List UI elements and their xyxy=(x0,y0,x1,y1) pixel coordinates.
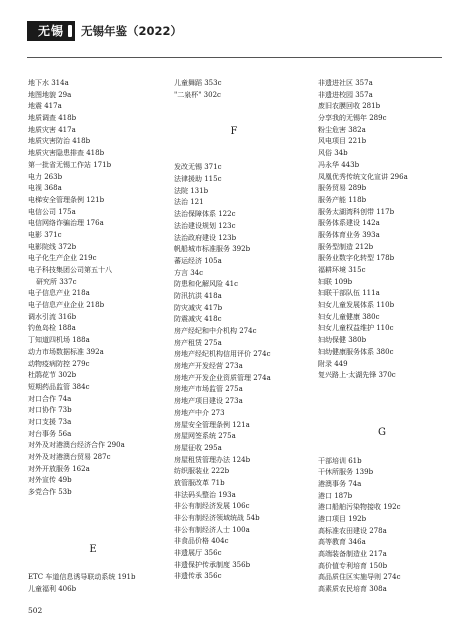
index-entry: 发改无锡 371c xyxy=(174,163,222,172)
index-entry: 高端装备制造业 217a xyxy=(318,550,387,559)
yearbook-logo xyxy=(27,21,75,41)
index-entry: 凤凰优秀传统文化宣讲 296a xyxy=(318,172,408,181)
index-entry: 纺织服装业 222b xyxy=(174,467,230,476)
index-entry: 丁知道四机场 188a xyxy=(28,336,90,345)
index-entry: 房地产经纪机构信用评价 274c xyxy=(174,350,271,359)
index-entry: 非遗传承 356c xyxy=(174,572,222,581)
index-entry: 法律援助 115c xyxy=(174,175,222,184)
index-entry: 动物疫病防控 279c xyxy=(28,359,90,368)
index-entry: 法治建设规划 123c xyxy=(174,221,236,230)
index-entry: 防震减灾 418c xyxy=(174,315,222,324)
index-entry: 房屋安全管理条例 121a xyxy=(174,420,250,429)
index-entry: 房地产项目建设 273a xyxy=(174,397,243,406)
section-letter-f: F xyxy=(230,126,238,138)
index-entry: 蕃运经济 105a xyxy=(174,256,222,265)
index-entry: 房产租赁 275a xyxy=(174,338,222,347)
index-entry: 妇幼健康服务体系 380c xyxy=(318,347,394,356)
index-entry: 风俗 34b xyxy=(318,149,348,158)
index-entry: 电影 371c xyxy=(28,230,62,239)
index-entry: 非公有制经济人士 100a xyxy=(174,525,250,534)
index-entry: 地图地貌 29a xyxy=(28,90,72,99)
index-column-2 xyxy=(174,78,294,583)
index-entry: 干休所服务 139b xyxy=(318,468,374,477)
index-entry: 电力 263b xyxy=(28,172,63,181)
index-column-3 xyxy=(318,78,446,596)
index-entry: 高素质农民培育 308a xyxy=(318,585,387,594)
index-entry: 房屋征收 295a xyxy=(174,443,222,452)
index-entry: 高品质住区实施导则 274c xyxy=(318,573,401,582)
index-entry: 妇女儿童权益维护 110c xyxy=(318,324,394,333)
index-entry: 非遗进社区 357a xyxy=(318,79,373,87)
index-entry: 冯永华 443b xyxy=(318,160,360,169)
index-entry: 调水引流 316b xyxy=(28,312,77,321)
index-entry: 服务体育业务 393a xyxy=(318,230,380,239)
index-entry: 非遗展厅 356c xyxy=(174,549,222,558)
index-entry: 对外宣传 49b xyxy=(28,476,72,485)
index-entry: 对口合作 74a xyxy=(28,394,72,403)
index-entry: 复兴路上·太湖先锋 370c xyxy=(318,371,396,380)
index-entry: 妇联 109b xyxy=(318,277,353,286)
index-entry: 电视 368a xyxy=(28,184,62,193)
index-entry: 对外开放服务 162a xyxy=(28,464,90,473)
index-entry: 房地产中介 273 xyxy=(174,408,225,417)
index-entry: 法治 121 xyxy=(174,198,204,207)
index-entry: 港口船舶污染物接收 192c xyxy=(318,503,401,512)
index-entry: 房产经纪和中介机构 274c xyxy=(174,327,257,335)
index-entry: 电子信息产业 218a xyxy=(28,289,90,298)
index-entry: 钓鱼岛检 188a xyxy=(28,324,76,333)
index-entry: 动力市场数据标准 392a xyxy=(28,347,104,356)
index-entry: 非公有制经济发展 106c xyxy=(174,502,250,511)
index-entry: 法治政府建设 123b xyxy=(174,233,237,242)
index-entry: 妇女儿童发展体系 110b xyxy=(318,301,395,310)
index-entry: 妇幼保健 380b xyxy=(318,336,367,345)
index-entry: 干部培训 61b xyxy=(318,456,362,465)
page-number: 502 xyxy=(28,606,43,615)
logo-mark-icon xyxy=(68,25,72,37)
index-entry: 服务产能 118b xyxy=(318,195,367,204)
index-entry: 粉尘危害 382a xyxy=(318,125,366,134)
index-entry: "二泉杯" 302c xyxy=(174,90,221,99)
index-entry: 防汛抗洪 418a xyxy=(174,291,222,300)
index-entry: 对口协作 73b xyxy=(28,406,72,415)
index-entry: 地下水 314a xyxy=(28,79,69,87)
index-entry: 防患和化解风险 41c xyxy=(174,280,239,289)
index-entry: 第一批省无锡工作站 171b xyxy=(28,160,112,169)
index-entry: 废旧农膜回收 281b xyxy=(318,102,381,111)
index-entry: 房屋网签系统 275a xyxy=(174,432,236,441)
index-entry: 对外及对港澳台经济合作 290a xyxy=(28,441,125,450)
index-entry: 对外及对港澳台贸易 287c xyxy=(28,453,111,461)
index-entry: 非公有制经济领域统战 54b xyxy=(174,514,260,522)
index-entry: 方言 34c xyxy=(174,268,204,277)
index-entry: 妇联干部队伍 111a xyxy=(318,289,380,298)
index-entry: 房地产市场监管 275a xyxy=(174,385,243,394)
index-entry: 放管服改革 71b xyxy=(174,478,225,487)
index-entry: 电影院线 372b xyxy=(28,242,77,251)
index-entry: 地质灾害隐患排查 418b xyxy=(28,149,105,158)
index-entry: 电子化生产企业 219c xyxy=(28,254,97,263)
index-entry: 房地产开发企业资质管理 274a xyxy=(174,373,271,382)
header-rule xyxy=(27,57,442,58)
index-entry: 高价值专利培育 150b xyxy=(318,561,388,570)
index-entry: 港口项目 192b xyxy=(318,515,367,523)
index-entry: 杜鹃花节 302b xyxy=(28,371,77,380)
index-entry: 福耕环境 315c xyxy=(318,266,366,274)
page-header xyxy=(27,19,457,43)
index-entry: 港口 187b xyxy=(318,491,353,500)
index-entry: 服务型制造 212b xyxy=(318,242,374,251)
index-entry: 房地产开发经营 273a xyxy=(174,362,243,371)
index-entry: 非法码头整治 193a xyxy=(174,490,236,499)
index-entry: 非食品价格 404c xyxy=(174,537,229,546)
index-entry: 港澳事务 74a xyxy=(318,479,362,488)
index-entry: 房屋租赁管理办法 124b xyxy=(174,455,251,464)
index-entry: 附录 449 xyxy=(318,359,348,368)
index-entry: 风电项目 221b xyxy=(318,137,367,146)
index-entry: 电信网络诈骗治理 176a xyxy=(28,219,104,228)
index-entry: 服务业数字化转型 178b xyxy=(318,254,395,263)
index-entry: 妇女儿童健康 380c xyxy=(318,312,380,321)
section-letter-g: G xyxy=(378,426,386,438)
index-entry: 帆船城市标准服务 392b xyxy=(174,245,251,254)
index-entry: 短期药品监管 384c xyxy=(28,382,90,391)
index-entry: 地质灾害防治 418b xyxy=(28,137,91,146)
index-entry: 非遗保护传承制度 356b xyxy=(174,560,251,569)
index-entry: 电子科技集团公司第五十八 xyxy=(28,266,112,274)
index-entry: 防灾减灾 417b xyxy=(174,303,223,312)
index-entry: 对台事务 56a xyxy=(28,429,72,438)
index-entry: 电信公司 175a xyxy=(28,207,76,216)
section-letter-e: E xyxy=(89,543,97,555)
index-entry: 非遗进校园 357a xyxy=(318,90,373,99)
index-entry: 服务体系建设 142a xyxy=(318,219,380,228)
index-entry: 高标准农田建设 278a xyxy=(318,526,387,535)
index-entry: 对口支援 73a xyxy=(28,417,72,426)
index-entry: 地震 417a xyxy=(28,102,62,111)
book-title: 无锡年鉴（2022） xyxy=(81,24,183,38)
index-entry: 高等教育 346a xyxy=(318,538,366,547)
index-entry: 分享我的无锡年 289c xyxy=(318,114,387,123)
index-entry: 地质灾害 417a xyxy=(28,125,76,134)
logo-text: 无锡 xyxy=(37,24,64,38)
index-entry: 电梯安全管理条例 121b xyxy=(28,195,105,204)
index-entry: 法院 131b xyxy=(174,186,209,195)
index-entry: 地质调查 418b xyxy=(28,114,77,123)
index-entry: 电子信息产业企业 218b xyxy=(28,301,105,310)
index-entry: 服务太湖湾科创带 117b xyxy=(318,207,395,216)
index-entry: 儿童福利 406b xyxy=(28,585,77,594)
index-entry: 研究所 337c xyxy=(36,277,77,286)
index-entry: 服务贸易 289b xyxy=(318,184,367,193)
index-entry: 儿童舞蹈 353c xyxy=(174,79,222,87)
index-entry: 法治保障体系 122c xyxy=(174,210,236,219)
index-column-1 xyxy=(28,78,158,596)
index-entry: ETC 车道信息诱导联动系统 191b xyxy=(28,573,136,582)
index-entry: 多党合作 53b xyxy=(28,488,72,497)
